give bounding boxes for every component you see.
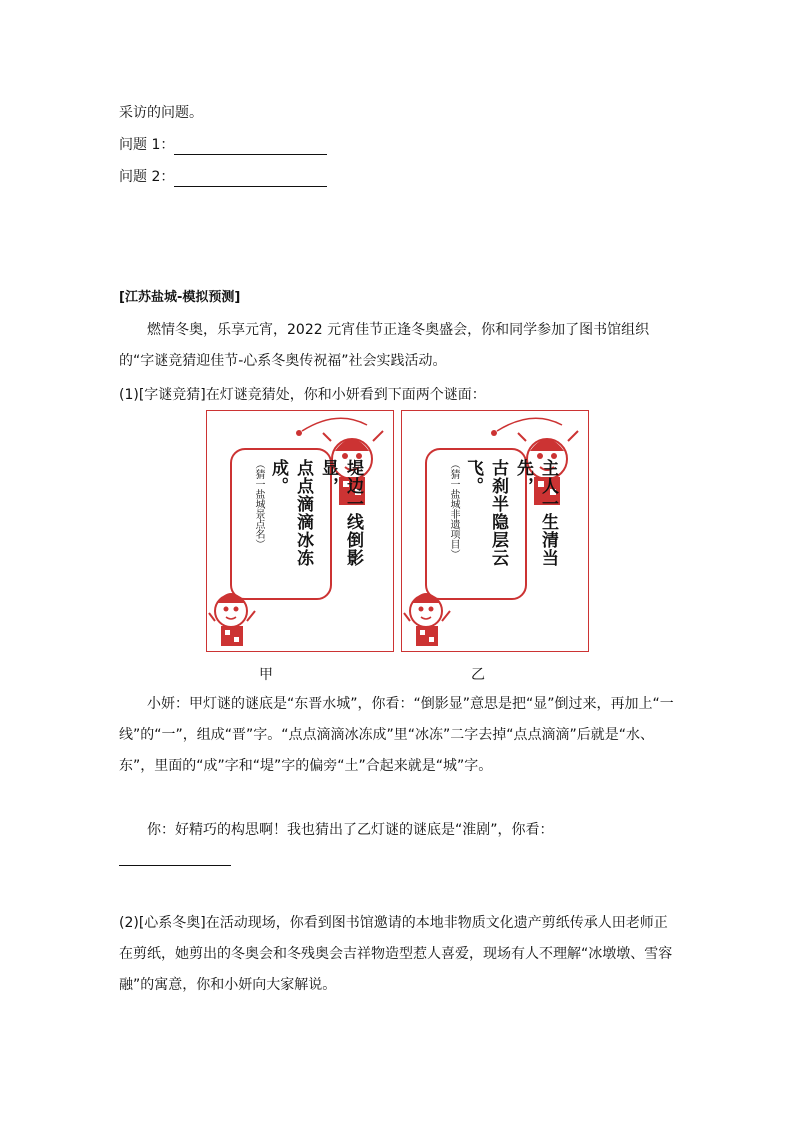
riddle-yi-line-2: 古刹半隐层云飞。 [463, 459, 508, 567]
riddle-yi-hint: （猜一盐城非遗项目） [448, 459, 459, 559]
paper-cut-doll-icon [404, 593, 450, 646]
riddle-card-jia [206, 410, 394, 652]
source-tag: [江苏盐城-模拟预测] [119, 290, 241, 305]
xiaoyan-explanation: 小妍：甲灯谜的谜底是“东晋水城”，你看：“倒影显”意思是把“显”倒过来，再加上“一线”的“一”，组成“晋”字。“点点滴滴冰冻成”里“冰冻”二字去掉“点点滴滴”后就是“水、东”，里面的“成”字和“堤”字的偏旁“土”合起来就是“城”字。 [119, 696, 674, 774]
question-1-blank[interactable] [174, 140, 327, 155]
question-1-label: 问题 1： [119, 137, 175, 153]
question-2-label: 问题 2： [119, 169, 175, 185]
your-reply: 你：好精巧的构思啊！我也猜出了乙灯谜的谜底是“淮剧”，你看： [147, 822, 554, 838]
riddle-jia-line-1: 堤边一线倒影显， [318, 459, 363, 567]
riddle-yi-line-1: 主人一生清当先， [513, 459, 558, 567]
answer-blank[interactable] [119, 865, 231, 866]
riddle-jia-text [251, 459, 366, 593]
riddle-jia-hint: （猜一盐城景点名） [253, 459, 264, 549]
riddle-jia-line-2: 点点滴滴冰冻成。 [268, 459, 313, 567]
riddle-card-yi [401, 410, 589, 652]
question-1-row [119, 135, 327, 155]
question-1-prompt: (1)[字谜竞猜]在灯谜竞猜处，你和小妍看到下面两个谜面： [119, 387, 486, 403]
intro-paragraph: 燃情冬奥，乐享元宵，2022 元宵佳节正逢冬奥盛会，你和同学参加了图书馆组织的“字谜竞猜迎佳节-心系冬奥传祝福”社会实践活动。 [119, 322, 650, 369]
paper-cut-doll-icon [209, 593, 255, 646]
riddle-caption-jia: 甲 [259, 667, 273, 683]
question-2-row [119, 167, 327, 187]
intro-text: 采访的问题。 [119, 105, 203, 121]
riddle-yi-text [446, 459, 561, 593]
question-2-paragraph: (2)[心系冬奥]在活动现场，你看到图书馆邀请的本地非物质文化遗产剪纸传承人田老师正在剪纸，她剪出的冬奥会和冬残奥会吉祥物造型惹人喜爱，现场有人不理解“冰墩墩、雪容融”的寓意，你和小妍向大家解说。 [119, 915, 673, 993]
question-2-blank[interactable] [174, 172, 327, 187]
riddle-caption-yi: 乙 [471, 667, 485, 683]
